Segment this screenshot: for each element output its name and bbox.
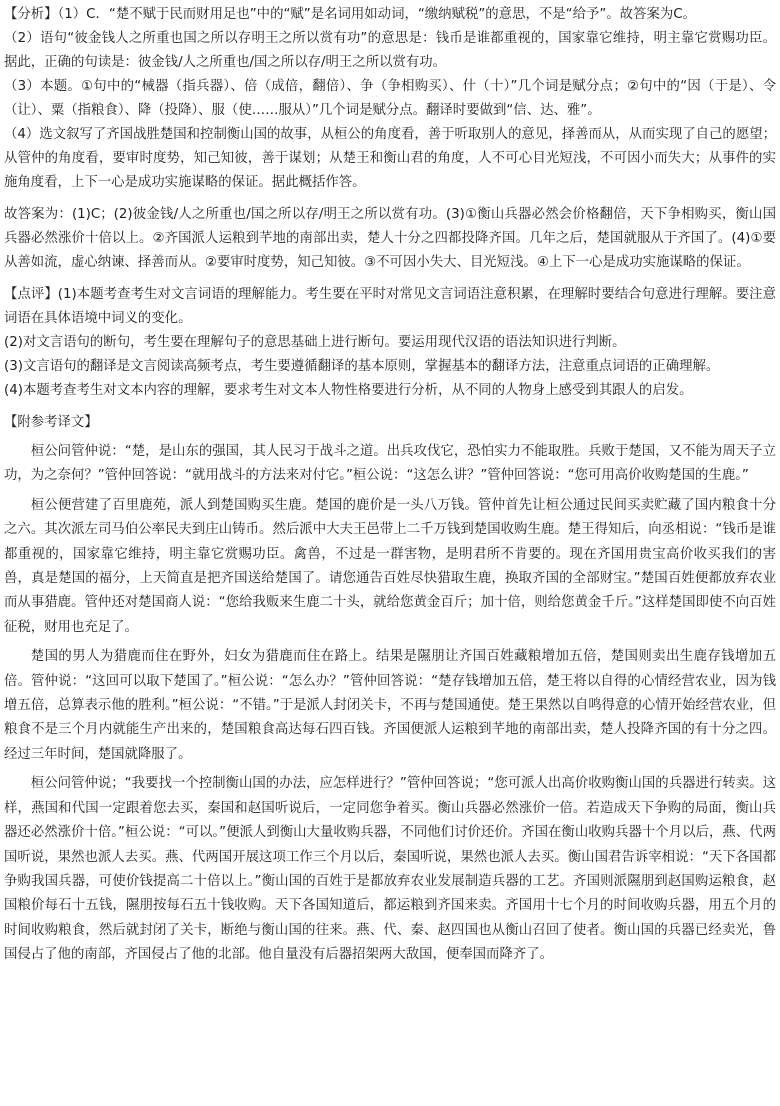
translation-heading: 【附参考译文】 [4,415,98,430]
translation-section [4,411,776,968]
comment-part-3: (3)文言语句的翻译是文言阅读高频考点，考生要遵循翻译的基本原则，掌握基本的翻译方法，注意重点词语的正确理解。 [4,359,720,374]
spacer [4,275,776,283]
translation-paragraph-4: 桓公问管仲说；“我要找一个控制衡山国的办法，应怎样进行？”管仲回答说；“您可派人出高价收购衡山国的兵器进行转卖。这样，燕国和代国一定跟着您去买，秦国和赵国听说后，一定同您争着买。衡山兵器必然涨价一倍。若造成天下争购的局面，衡山兵器还必然涨价十倍。”桓公说：“可以。”便派人到衡山大量收购兵器，不同他们讨价还价。齐国在衡山收购兵器十个月以后，燕、代两国听说，果然也派人去买。燕、代两国开展这项工作三个月以后，秦国听说，果然也派人去买。衡山国君告诉宰相说：“天下各国都争购我国兵器，可使价钱提高二十倍以上。”衡山国的百姓于是都放弃农业发展制造兵器的工艺。齐国则派隰朋到赵国购运粮食，赵国粮价每石十五钱，隰朋按每石五十钱收购。天下各国知道后，都运粮到齐国来卖。齐国用十七个月的时间收购兵器，用五个月的时间收购粮食，然后就封闭了关卡，断绝与衡山国的往来。燕、代、秦、赵四国也从衡山召回了使者。衡山国的兵器已经卖光，鲁国侵占了他的南部，齐国侵占了他的北部。他自量没有后器招架两大敌国，便奉国而降齐了。 [4,776,776,963]
analysis-section [4,3,776,195]
spacer [4,403,776,411]
analysis-part-2: （2）语句“彼金钱人之所重也国之所以存明王之所以赏有功”的意思是：钱币是谁都重视的，国家靠它维持，明主靠它赏赐功臣。据此，正确的句读是：彼金钱/人之所重也/国之所以存/明王之所以赏有功。 [4,31,776,70]
analysis-part-4: （4）选文叙写了齐国战胜楚国和控制衡山国的故事，从桓公的角度看，善于听取别人的意见，择善而从，从而实现了自己的愿望；从管仲的角度看，要审时度势，知己知彼，善于谋划；从楚王和衡山君的角度，人不可心目光短浅，不可因小而失大；从事件的实施角度看，上下一心是成功实施谋略的保证。据此概括作答。 [4,127,776,190]
comment-part-4: (4)本题考查考生对文本内容的理解，要求考生对文本人物性格要进行分析，从不同的人物身上感受到其跟人的启发。 [4,383,693,398]
answer-section [4,203,776,275]
comment-part-2: (2)对文言语句的断句，考生要在理解句子的意思基础上进行断句。要运用现代汉语的语法知识进行判断。 [4,335,626,350]
translation-paragraph-2: 桓公便营建了百里鹿苑，派人到楚国购买生鹿。楚国的鹿价是一头八万钱。管仲首先让桓公通过民间买卖贮藏了国内粮食十分之六。其次派左司马伯公率民夫到庄山铸币。然后派中大夫王邑带上二千万钱到楚国收购生鹿。楚王得知后，向丞相说：“钱币是谁都重视的，国家靠它维持，明主靠它赏赐功臣。禽兽，不过是一群害物，是明君所不肯要的。现在齐国用贵宝高价收买我们的害兽，真是楚国的福分，上天简直是把齐国送给楚国了。请您通告百姓尽快猎取生鹿，换取齐国的全部财宝。”楚国百姓便都放弃农业而从事猎鹿。管仲还对楚国商人说：“您给我贩来生鹿二十头，就给您黄金百斤；加十倍，则给您黄金千斤。”这样楚国即使不向百姓征税，财用也充足了。 [4,497,776,635]
translation-paragraph-3: 楚国的男人为猎鹿而住在野外，妇女为猎鹿而住在路上。结果是隰朋让齐国百姓藏粮增加五倍，楚国则卖出生鹿存钱增加五倍。管仲说：“这回可以取下楚国了。”桓公说：“怎么办？”管仲回答说：“楚存钱增加五倍，楚王将以自得的心情经营农业，因为钱增五倍，总算表示他的胜利。”桓公说：“不错。”于是派人封闭关卡，不再与楚国通使。楚王果然以自鸣得意的心情开始经营农业，但粮食不是三个月内就能生产出来的，楚国粮食高达每石四百钱。齐国便派人运粮到芊地的南部出卖，楚人投降齐国的有十分之四。经过三年时间，楚国就降服了。 [4,649,776,762]
analysis-part-3: （3）本题。①句中的“械器（指兵器）、倍（成倍，翻倍）、争（争相购买）、什（十）”几个词是赋分点；②句中的“因（于是）、令（让）、粟（指粮食）、降（投降）、服（使……服从）”几个词是赋分点。翻译时要做到“信、达、雅”。 [4,79,776,118]
comment-section [4,283,776,403]
comment-part-1: 【点评】(1)本题考查考生对文言词语的理解能力。考生要在平时对常见文言词语注意积累，在理解时要结合句意进行理解。要注意词语在具体语境中词义的变化。 [4,287,776,326]
analysis-part-1: 【分析】（1）C．“楚不赋于民而财用足也”中的“赋”是名词用如动词，“缴纳赋税”的意思，不是“给予”。故答案为C。 [4,7,696,22]
answer-text: 故答案为：(1)C；(2)彼金钱/人之所重也/国之所以存/明王之所以赏有功。(3)①衡山兵器必然会价格翻倍，天下争相购买，衡山国兵器必然涨价十倍以上。②齐国派人运粮到芊地的南部出卖，楚人十分之四都投降齐国。几年之后，楚国就服从于齐国了。(4)①要从善如流，虚心纳谏、择善而从。②要审时度势，知己知彼。③不可因小失大、目光短浅。④上下一心是成功实施谋略的保证。 [4,207,776,270]
translation-paragraph-1: 桓公问管仲说：“楚，是山东的强国，其人民习于战斗之道。出兵攻伐它，恐怕实力不能取胜。兵败于楚国，又不能为周天子立功，为之奈何？”管仲回答说：“就用战斗的方法来对付它。”桓公说：“这怎么讲？”管仲回答说：“您可用高价收购楚国的生鹿。” [4,444,776,484]
spacer [4,195,776,203]
